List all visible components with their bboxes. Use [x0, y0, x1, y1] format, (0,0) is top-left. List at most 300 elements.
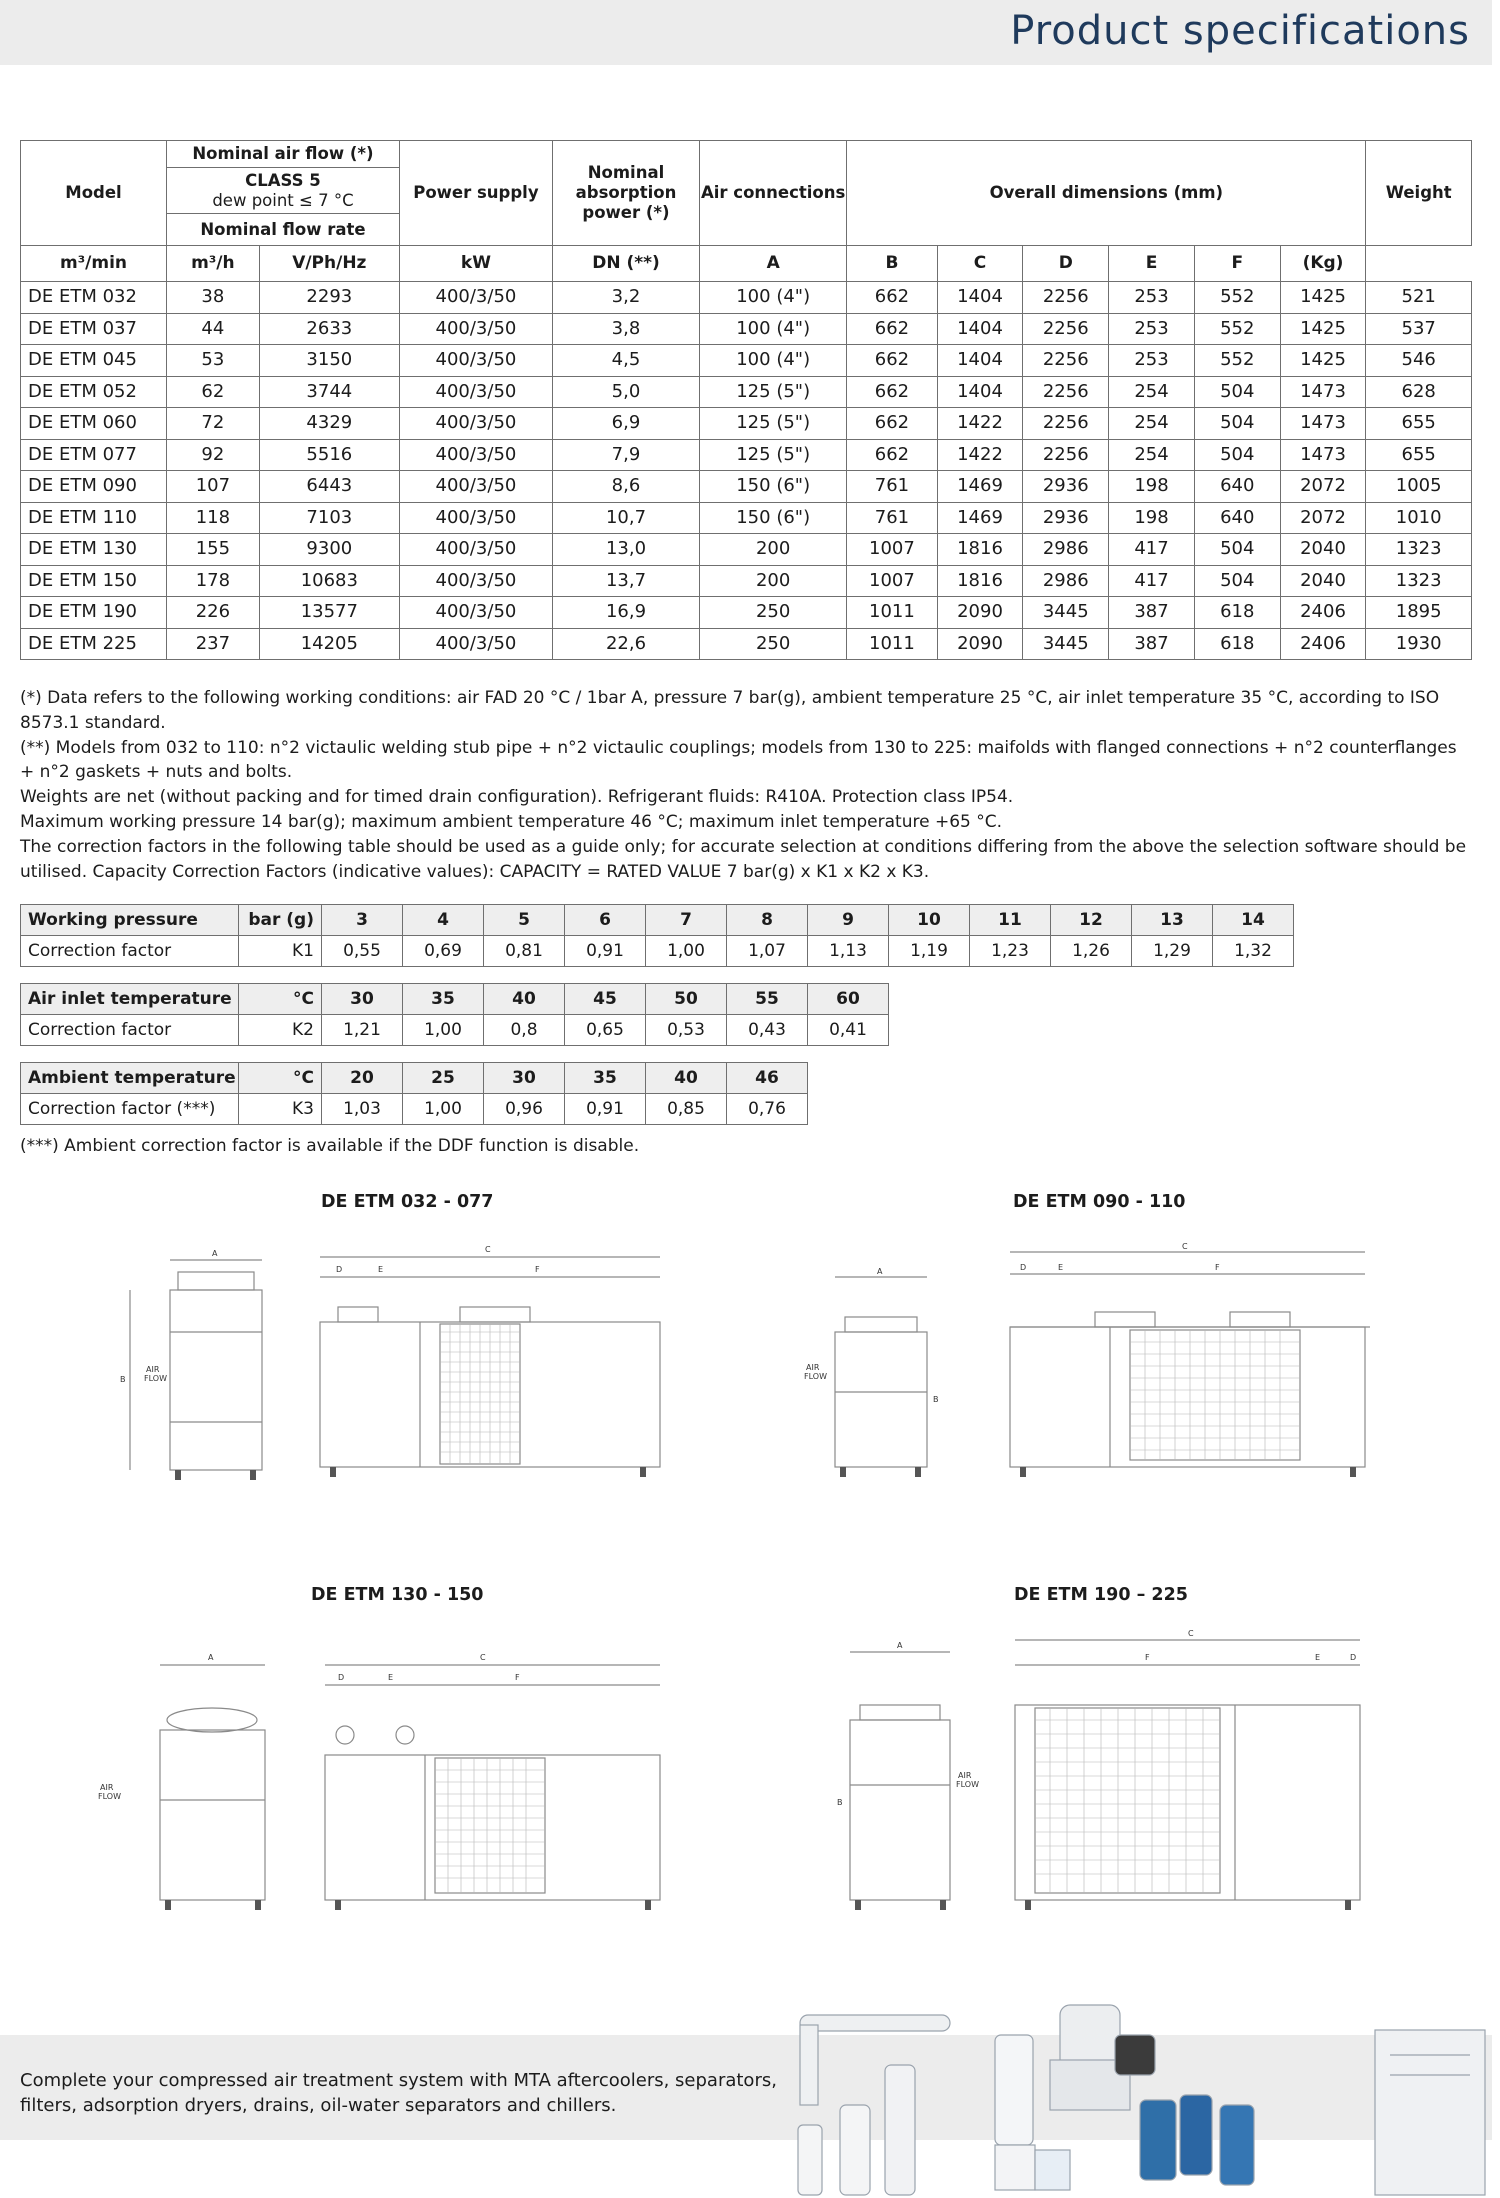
correction-value: 4 [403, 905, 484, 936]
unit-cell: V/Ph/Hz [259, 246, 399, 282]
dim-label-b: B [120, 1375, 126, 1384]
value-cell: 3150 [259, 345, 399, 377]
value-cell: 2256 [1023, 313, 1109, 345]
value-cell: 400/3/50 [399, 502, 552, 534]
value-cell: 662 [847, 439, 937, 471]
correction-factor: 0,91 [565, 1094, 646, 1125]
correction-factor-label: Correction factor [21, 936, 239, 967]
value-cell: 1404 [937, 313, 1023, 345]
model-cell: DE ETM 052 [21, 376, 167, 408]
correction-header-row [21, 984, 889, 1015]
value-cell: 118 [167, 502, 260, 534]
value-cell: 1816 [937, 534, 1023, 566]
model-cell: DE ETM 037 [21, 313, 167, 345]
correction-value: 35 [403, 984, 484, 1015]
value-cell: 16,9 [552, 597, 699, 629]
correction-unit: °C [239, 1063, 322, 1094]
value-cell: 125 (5") [700, 439, 847, 471]
correction-factor: 1,23 [970, 936, 1051, 967]
correction-value: 5 [484, 905, 565, 936]
dim-label-e: E [1315, 1653, 1321, 1662]
correction-header-row [21, 905, 1294, 936]
value-cell: 552 [1194, 282, 1280, 314]
value-cell: 1323 [1366, 534, 1472, 566]
table-row [21, 376, 1472, 408]
value-cell: 504 [1194, 565, 1280, 597]
correction-value: 35 [565, 1063, 646, 1094]
table-row [21, 439, 1472, 471]
header-model: Model [21, 141, 167, 246]
dim-label-a: A [897, 1641, 903, 1650]
value-cell: 107 [167, 471, 260, 503]
value-cell: 237 [167, 628, 260, 660]
value-cell: 198 [1109, 502, 1195, 534]
value-cell: 1007 [847, 565, 937, 597]
value-cell: 3,2 [552, 282, 699, 314]
correction-value: 9 [808, 905, 889, 936]
table-row [21, 282, 1472, 314]
value-cell: 504 [1194, 376, 1280, 408]
value-cell: 13,0 [552, 534, 699, 566]
header-power-supply: Power supply [399, 141, 552, 246]
correction-unit: °C [239, 984, 322, 1015]
drawing-title-090-110: DE ETM 090 - 110 [1013, 1192, 1186, 1212]
unit-cell: D [1023, 246, 1109, 282]
value-cell: 10,7 [552, 502, 699, 534]
correction-value: 6 [565, 905, 646, 936]
correction-value: 45 [565, 984, 646, 1015]
value-cell: 1469 [937, 471, 1023, 503]
correction-value: 30 [484, 1063, 565, 1094]
model-cell: DE ETM 090 [21, 471, 167, 503]
model-cell: DE ETM 190 [21, 597, 167, 629]
value-cell: 7103 [259, 502, 399, 534]
correction-factor: 1,13 [808, 936, 889, 967]
value-cell: 100 (4") [700, 345, 847, 377]
value-cell: 3,8 [552, 313, 699, 345]
table-row [21, 502, 1472, 534]
value-cell: 4329 [259, 408, 399, 440]
value-cell: 5516 [259, 439, 399, 471]
header-weight: Weight [1366, 141, 1472, 246]
correction-factor: 1,03 [322, 1094, 403, 1125]
correction-value: 3 [322, 905, 403, 936]
value-cell: 1422 [937, 439, 1023, 471]
value-cell: 1007 [847, 534, 937, 566]
dim-label-f: F [1215, 1263, 1220, 1272]
value-cell: 400/3/50 [399, 376, 552, 408]
correction-header-row [21, 1063, 808, 1094]
correction-factor-key: K3 [239, 1094, 322, 1125]
air-label: AIR [100, 1783, 114, 1792]
correction-value: 50 [646, 984, 727, 1015]
air-label: AIR [146, 1365, 160, 1374]
dim-label-d: D [336, 1265, 343, 1274]
correction-factor: 1,26 [1051, 936, 1132, 967]
value-cell: 1323 [1366, 565, 1472, 597]
correction-factor: 0,85 [646, 1094, 727, 1125]
value-cell: 2986 [1023, 534, 1109, 566]
value-cell: 2256 [1023, 376, 1109, 408]
value-cell: 100 (4") [700, 313, 847, 345]
value-cell: 640 [1194, 502, 1280, 534]
value-cell: 417 [1109, 565, 1195, 597]
correction-factor: 0,91 [565, 936, 646, 967]
value-cell: 1816 [937, 565, 1023, 597]
value-cell: 400/3/50 [399, 597, 552, 629]
value-cell: 640 [1194, 471, 1280, 503]
footnote-ddf: (***) Ambient correction factor is available if the DDF function is disable. [20, 1136, 640, 1156]
value-cell: 1425 [1280, 345, 1366, 377]
value-cell: 400/3/50 [399, 534, 552, 566]
correction-value: 20 [322, 1063, 403, 1094]
correction-value: 11 [970, 905, 1051, 936]
value-cell: 761 [847, 502, 937, 534]
table-row [21, 408, 1472, 440]
model-cell: DE ETM 150 [21, 565, 167, 597]
value-cell: 2936 [1023, 502, 1109, 534]
value-cell: 1473 [1280, 408, 1366, 440]
value-cell: 761 [847, 471, 937, 503]
table-row [21, 597, 1472, 629]
value-cell: 7,9 [552, 439, 699, 471]
value-cell: 100 (4") [700, 282, 847, 314]
value-cell: 1404 [937, 345, 1023, 377]
flow-label: FLOW [804, 1372, 827, 1381]
correction-factor: 0,43 [727, 1015, 808, 1046]
correction-factor-label: Correction factor [21, 1015, 239, 1046]
correction-factor-key: K1 [239, 936, 322, 967]
dim-label-a: A [877, 1267, 883, 1276]
flow-label: FLOW [144, 1374, 167, 1383]
header-air-connections: Air connections [700, 141, 847, 246]
dim-label-a: A [212, 1249, 218, 1258]
value-cell: 2256 [1023, 345, 1109, 377]
value-cell: 250 [700, 628, 847, 660]
spec-table [20, 140, 1472, 660]
header-nominal-air-flow: Nominal air flow (*) [167, 141, 400, 168]
table-row [21, 313, 1472, 345]
value-cell: 3744 [259, 376, 399, 408]
correction-value: 46 [727, 1063, 808, 1094]
value-cell: 400/3/50 [399, 471, 552, 503]
unit-cell: DN (**) [552, 246, 699, 282]
notes [20, 686, 1475, 884]
correction-table-ambient [20, 1062, 808, 1125]
value-cell: 2406 [1280, 628, 1366, 660]
spec-body [21, 282, 1472, 660]
correction-factor: 1,07 [727, 936, 808, 967]
value-cell: 2256 [1023, 408, 1109, 440]
value-cell: 1473 [1280, 376, 1366, 408]
value-cell: 504 [1194, 439, 1280, 471]
correction-table-inlet [20, 983, 889, 1046]
correction-value: 40 [646, 1063, 727, 1094]
unit-cell: F [1194, 246, 1280, 282]
dim-label-f: F [515, 1673, 520, 1682]
value-cell: 38 [167, 282, 260, 314]
value-cell: 400/3/50 [399, 565, 552, 597]
correction-value: 40 [484, 984, 565, 1015]
unit-cell: (Kg) [1280, 246, 1366, 282]
value-cell: 1005 [1366, 471, 1472, 503]
correction-factor-row [21, 1094, 808, 1125]
unit-cell: C [937, 246, 1023, 282]
value-cell: 628 [1366, 376, 1472, 408]
correction-value: 55 [727, 984, 808, 1015]
correction-factor: 1,19 [889, 936, 970, 967]
correction-value: 7 [646, 905, 727, 936]
note-conditions: (*) Data refers to the following working conditions: air FAD 20 °C / 1bar A, pressure 7 bar(g), ambient temperature 25 °C, air inlet temperature 35 °C, according to ISO 8573.1 standard. [20, 688, 1440, 733]
value-cell: 22,6 [552, 628, 699, 660]
correction-factor: 0,41 [808, 1015, 889, 1046]
value-cell: 62 [167, 376, 260, 408]
value-cell: 400/3/50 [399, 345, 552, 377]
value-cell: 8,6 [552, 471, 699, 503]
value-cell: 1473 [1280, 439, 1366, 471]
value-cell: 1895 [1366, 597, 1472, 629]
unit-cell: m³/min [21, 246, 167, 282]
value-cell: 400/3/50 [399, 439, 552, 471]
correction-value: 12 [1051, 905, 1132, 936]
value-cell: 150 (6") [700, 502, 847, 534]
drawing-title-190-225: DE ETM 190 – 225 [1014, 1585, 1188, 1605]
correction-factor: 1,00 [403, 1015, 484, 1046]
value-cell: 44 [167, 313, 260, 345]
value-cell: 92 [167, 439, 260, 471]
model-cell: DE ETM 032 [21, 282, 167, 314]
value-cell: 655 [1366, 408, 1472, 440]
value-cell: 1425 [1280, 282, 1366, 314]
correction-factor: 0,69 [403, 936, 484, 967]
value-cell: 2040 [1280, 565, 1366, 597]
note-connections: (**) Models from 032 to 110: n°2 victaulic welding stub pipe + n°2 victaulic couplings; models from 130 to 225: maifolds with flanged connections + n°2 counterflanges + n°2 gaskets + nuts and bolts. [20, 737, 1457, 783]
model-cell: DE ETM 045 [21, 345, 167, 377]
table-row [21, 628, 1472, 660]
value-cell: 226 [167, 597, 260, 629]
correction-factor: 1,29 [1132, 936, 1213, 967]
dim-label-c: C [1188, 1629, 1194, 1638]
value-cell: 655 [1366, 439, 1472, 471]
air-label: AIR [958, 1771, 972, 1780]
correction-factor: 0,53 [646, 1015, 727, 1046]
correction-factor: 0,8 [484, 1015, 565, 1046]
model-cell: DE ETM 077 [21, 439, 167, 471]
product-range-image [780, 1985, 1490, 2198]
drawing-title-032-077: DE ETM 032 - 077 [321, 1192, 494, 1212]
model-cell: DE ETM 060 [21, 408, 167, 440]
value-cell: 618 [1194, 628, 1280, 660]
value-cell: 2090 [937, 628, 1023, 660]
correction-factor-label: Correction factor (***) [21, 1094, 239, 1125]
value-cell: 662 [847, 313, 937, 345]
value-cell: 125 (5") [700, 376, 847, 408]
correction-factor: 1,21 [322, 1015, 403, 1046]
value-cell: 6443 [259, 471, 399, 503]
dim-label-a: A [208, 1653, 214, 1662]
note-max-pressure: Maximum working pressure 14 bar(g); maximum ambient temperature 46 °C; maximum inlet temperature +65 °C. [20, 811, 1003, 832]
correction-value: 10 [889, 905, 970, 936]
air-label: AIR [806, 1363, 820, 1372]
dim-label-e: E [1058, 1263, 1064, 1272]
value-cell: 504 [1194, 534, 1280, 566]
value-cell: 400/3/50 [399, 628, 552, 660]
value-cell: 552 [1194, 313, 1280, 345]
value-cell: 6,9 [552, 408, 699, 440]
correction-factor-key: K2 [239, 1015, 322, 1046]
flow-label: FLOW [956, 1780, 979, 1789]
value-cell: 2633 [259, 313, 399, 345]
value-cell: 200 [700, 534, 847, 566]
correction-factor-row [21, 1015, 889, 1046]
value-cell: 254 [1109, 439, 1195, 471]
value-cell: 13,7 [552, 565, 699, 597]
value-cell: 254 [1109, 376, 1195, 408]
dim-label-e: E [388, 1673, 394, 1682]
value-cell: 53 [167, 345, 260, 377]
correction-factor-row [21, 936, 1294, 967]
value-cell: 2072 [1280, 471, 1366, 503]
header-class-label: CLASS 5 [245, 170, 321, 190]
value-cell: 618 [1194, 597, 1280, 629]
header-dew-point: dew point ≤ 7 °C [212, 190, 354, 210]
correction-label: Working pressure [21, 905, 239, 936]
value-cell: 253 [1109, 282, 1195, 314]
value-cell: 10683 [259, 565, 399, 597]
drawing-190-225 [790, 1620, 1370, 1930]
value-cell: 662 [847, 282, 937, 314]
header-nominal-flow-rate: Nominal flow rate [167, 214, 400, 246]
value-cell: 2936 [1023, 471, 1109, 503]
value-cell: 387 [1109, 597, 1195, 629]
value-cell: 3445 [1023, 628, 1109, 660]
value-cell: 178 [167, 565, 260, 597]
value-cell: 9300 [259, 534, 399, 566]
page-header [0, 0, 1492, 65]
header-absorption: Nominal absorption power (*) [552, 141, 699, 246]
value-cell: 198 [1109, 471, 1195, 503]
value-cell: 662 [847, 376, 937, 408]
correction-value: 13 [1132, 905, 1213, 936]
correction-factor: 0,55 [322, 936, 403, 967]
value-cell: 2072 [1280, 502, 1366, 534]
dim-label-e: E [378, 1265, 384, 1274]
unit-cell: m³/h [167, 246, 260, 282]
correction-value: 30 [322, 984, 403, 1015]
value-cell: 2090 [937, 597, 1023, 629]
dim-label-f: F [535, 1265, 540, 1274]
note-correction: The correction factors in the following table should be used as a guide only; for accurate selection at conditions differing from the above the selection software should be utilised. Capacity Correction Factors (indicative values): CAPACITY = RATED VALUE 7 bar(g) x K1 x K2 x K3. [20, 836, 1467, 882]
flow-label: FLOW [98, 1792, 121, 1801]
value-cell: 1404 [937, 282, 1023, 314]
unit-cell: A [700, 246, 847, 282]
value-cell: 1010 [1366, 502, 1472, 534]
dim-label-d: D [1020, 1263, 1027, 1272]
correction-value: 60 [808, 984, 889, 1015]
header-class [167, 168, 400, 214]
value-cell: 546 [1366, 345, 1472, 377]
correction-label: Ambient temperature [21, 1063, 239, 1094]
value-cell: 521 [1366, 282, 1472, 314]
value-cell: 387 [1109, 628, 1195, 660]
table-row [21, 345, 1472, 377]
table-row [21, 534, 1472, 566]
model-cell: DE ETM 130 [21, 534, 167, 566]
value-cell: 254 [1109, 408, 1195, 440]
value-cell: 2986 [1023, 565, 1109, 597]
value-cell: 2256 [1023, 439, 1109, 471]
correction-factor: 0,96 [484, 1094, 565, 1125]
dim-label-c: C [1182, 1242, 1188, 1251]
drawing-090-110 [790, 1232, 1370, 1522]
value-cell: 1930 [1366, 628, 1472, 660]
correction-value: 25 [403, 1063, 484, 1094]
correction-label: Air inlet temperature [21, 984, 239, 1015]
header-overall-dimensions: Overall dimensions (mm) [847, 141, 1366, 246]
value-cell: 417 [1109, 534, 1195, 566]
value-cell: 1422 [937, 408, 1023, 440]
dim-label-c: C [480, 1653, 486, 1662]
value-cell: 2293 [259, 282, 399, 314]
value-cell: 1425 [1280, 313, 1366, 345]
correction-value: 14 [1213, 905, 1294, 936]
units-row [21, 246, 1472, 282]
value-cell: 1404 [937, 376, 1023, 408]
value-cell: 125 (5") [700, 408, 847, 440]
unit-cell: B [847, 246, 937, 282]
value-cell: 200 [700, 565, 847, 597]
correction-factor: 0,65 [565, 1015, 646, 1046]
correction-factor: 1,00 [403, 1094, 484, 1125]
value-cell: 1469 [937, 502, 1023, 534]
value-cell: 504 [1194, 408, 1280, 440]
unit-cell: kW [399, 246, 552, 282]
correction-factor: 1,32 [1213, 936, 1294, 967]
unit-cell: E [1109, 246, 1195, 282]
drawing-032-077 [100, 1232, 680, 1522]
drawing-title-130-150: DE ETM 130 - 150 [311, 1585, 484, 1605]
value-cell: 4,5 [552, 345, 699, 377]
correction-factor: 1,00 [646, 936, 727, 967]
value-cell: 400/3/50 [399, 282, 552, 314]
dim-label-f: F [1145, 1653, 1150, 1662]
correction-factor: 0,76 [727, 1094, 808, 1125]
correction-table-pressure [20, 904, 1294, 967]
value-cell: 155 [167, 534, 260, 566]
value-cell: 3445 [1023, 597, 1109, 629]
value-cell: 13577 [259, 597, 399, 629]
footer-text: Complete your compressed air treatment system with MTA aftercoolers, separators, filters, adsorption dryers, drains, oil-water separators and chillers. [20, 2070, 777, 2116]
value-cell: 150 (6") [700, 471, 847, 503]
value-cell: 537 [1366, 313, 1472, 345]
value-cell: 662 [847, 345, 937, 377]
value-cell: 2256 [1023, 282, 1109, 314]
correction-factor: 0,81 [484, 936, 565, 967]
model-cell: DE ETM 225 [21, 628, 167, 660]
note-weights: Weights are net (without packing and for timed drain configuration). Refrigerant fluids: R410A. Protection class IP54. [20, 787, 1014, 808]
dim-label-b: B [837, 1798, 843, 1807]
drawing-130-150 [90, 1640, 670, 1930]
value-cell: 552 [1194, 345, 1280, 377]
value-cell: 2040 [1280, 534, 1366, 566]
correction-value: 8 [727, 905, 808, 936]
dim-label-c: C [485, 1245, 491, 1254]
value-cell: 400/3/50 [399, 313, 552, 345]
dim-label-d: D [338, 1673, 345, 1682]
value-cell: 662 [847, 408, 937, 440]
value-cell: 250 [700, 597, 847, 629]
value-cell: 14205 [259, 628, 399, 660]
